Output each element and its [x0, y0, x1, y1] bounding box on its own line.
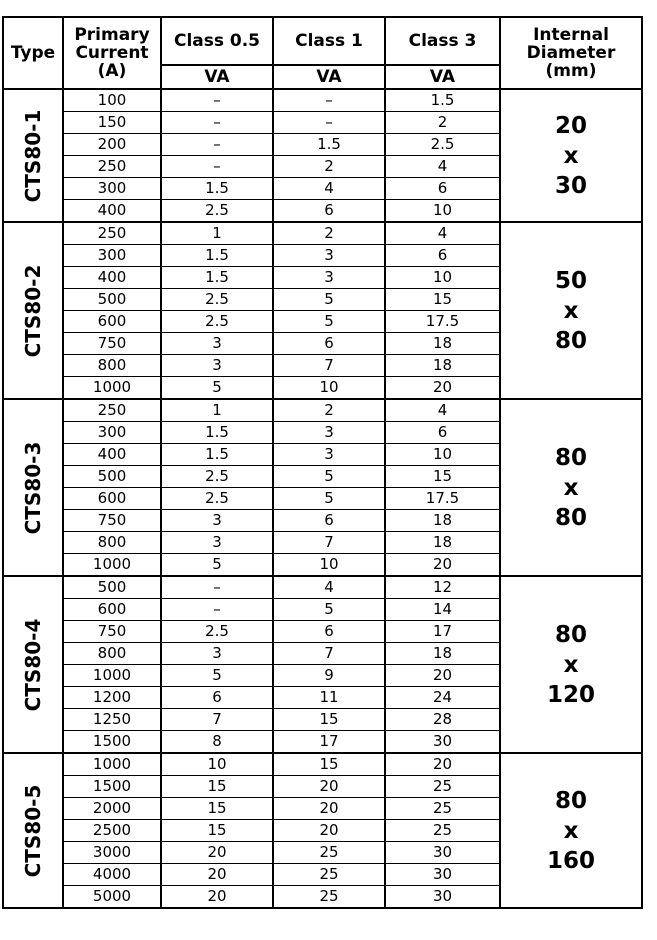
diameter-part: x [563, 474, 579, 501]
primary-current-cell: 1000 [63, 554, 161, 577]
header-primary-line3: (A) [97, 61, 127, 81]
class-1-va-cell: 25 [273, 886, 385, 909]
type-cell [3, 576, 63, 753]
primary-current-cell: 600 [63, 488, 161, 510]
header-internal-diameter [500, 17, 642, 89]
diameter-part: 80 [554, 787, 587, 814]
diameter-part: 50 [554, 267, 587, 294]
class-3-va-cell: 14 [385, 599, 500, 621]
class-1-va-cell: 6 [273, 621, 385, 643]
class-0-5-va-cell: 1.5 [161, 422, 273, 444]
class-1-va-cell: 17 [273, 731, 385, 754]
class-0-5-va-cell: 3 [161, 355, 273, 377]
class-0-5-va-cell: 3 [161, 532, 273, 554]
table-row [3, 576, 642, 599]
class-1-va-cell: 2 [273, 222, 385, 245]
table-body [3, 89, 642, 908]
primary-current-cell: 300 [63, 178, 161, 200]
diameter-part: 80 [554, 621, 587, 648]
diameter-part: 80 [554, 327, 587, 354]
primary-current-cell: 400 [63, 267, 161, 289]
class-1-va-cell: 4 [273, 178, 385, 200]
primary-current-cell: 250 [63, 156, 161, 178]
primary-current-cell: 150 [63, 112, 161, 134]
class-1-va-cell: 15 [273, 709, 385, 731]
class-3-va-cell: 18 [385, 355, 500, 377]
class-1-va-cell: 2 [273, 399, 385, 422]
class-0-5-va-cell: 1 [161, 222, 273, 245]
class-1-va-cell: 7 [273, 355, 385, 377]
class-0-5-va-cell: 3 [161, 333, 273, 355]
class-3-va-cell: 6 [385, 245, 500, 267]
class-1-va-cell: 3 [273, 422, 385, 444]
header-va-class-1: VA [273, 65, 385, 89]
class-0-5-va-cell: 15 [161, 820, 273, 842]
type-cell [3, 753, 63, 908]
primary-current-cell: 2000 [63, 798, 161, 820]
header-diameter-line3: (mm) [545, 61, 597, 81]
header-va-class-3: VA [385, 65, 500, 89]
table-row [3, 399, 642, 422]
class-1-va-cell: 5 [273, 488, 385, 510]
class-3-va-cell: 4 [385, 156, 500, 178]
primary-current-cell: 300 [63, 245, 161, 267]
class-0-5-va-cell: 3 [161, 643, 273, 665]
class-1-va-cell: 2 [273, 156, 385, 178]
class-3-va-cell: 15 [385, 289, 500, 311]
class-0-5-va-cell: 2.5 [161, 488, 273, 510]
type-cell [3, 222, 63, 399]
diameter-part: 30 [554, 172, 587, 199]
table-row [3, 89, 642, 112]
class-3-va-cell: 20 [385, 554, 500, 577]
diameter-part: 20 [554, 112, 587, 139]
class-1-va-cell: 4 [273, 576, 385, 599]
class-1-va-cell: 7 [273, 643, 385, 665]
class-0-5-va-cell: – [161, 134, 273, 156]
class-3-va-cell: 15 [385, 466, 500, 488]
class-0-5-va-cell: 3 [161, 510, 273, 532]
class-1-va-cell: 20 [273, 776, 385, 798]
class-3-va-cell: 30 [385, 886, 500, 909]
class-3-va-cell: 2 [385, 112, 500, 134]
header-class-0-5: Class 0.5 [161, 17, 273, 65]
class-0-5-va-cell: – [161, 599, 273, 621]
primary-current-cell: 600 [63, 311, 161, 333]
class-3-va-cell: 4 [385, 222, 500, 245]
class-1-va-cell: 9 [273, 665, 385, 687]
class-3-va-cell: 6 [385, 178, 500, 200]
type-label: CTS80-1 [21, 109, 45, 202]
primary-current-cell: 600 [63, 599, 161, 621]
type-label: CTS80-2 [21, 264, 45, 357]
primary-current-cell: 500 [63, 466, 161, 488]
class-0-5-va-cell: 1.5 [161, 267, 273, 289]
class-1-va-cell: – [273, 112, 385, 134]
internal-diameter-cell [500, 399, 642, 576]
class-3-va-cell: 17.5 [385, 311, 500, 333]
primary-current-cell: 1000 [63, 753, 161, 776]
class-3-va-cell: 4 [385, 399, 500, 422]
internal-diameter-cell [500, 753, 642, 908]
primary-current-cell: 800 [63, 355, 161, 377]
primary-current-cell: 400 [63, 444, 161, 466]
class-1-va-cell: 6 [273, 333, 385, 355]
class-3-va-cell: 10 [385, 267, 500, 289]
class-1-va-cell: 5 [273, 599, 385, 621]
class-3-va-cell: 25 [385, 798, 500, 820]
primary-current-cell: 2500 [63, 820, 161, 842]
type-label: CTS80-4 [21, 618, 45, 711]
class-1-va-cell: 5 [273, 311, 385, 333]
diameter-part: 120 [546, 681, 595, 708]
class-1-va-cell: 3 [273, 444, 385, 466]
primary-current-cell: 500 [63, 289, 161, 311]
class-0-5-va-cell: – [161, 156, 273, 178]
class-3-va-cell: 6 [385, 422, 500, 444]
class-0-5-va-cell: 2.5 [161, 466, 273, 488]
class-1-va-cell: 11 [273, 687, 385, 709]
primary-current-cell: 1000 [63, 665, 161, 687]
internal-diameter-cell [500, 222, 642, 399]
header-type: Type [3, 17, 63, 89]
internal-diameter-cell [500, 89, 642, 222]
header-diameter-line1: Internal [533, 25, 609, 45]
class-0-5-va-cell: 15 [161, 776, 273, 798]
header-class-1: Class 1 [273, 17, 385, 65]
class-1-va-cell: 10 [273, 377, 385, 400]
type-cell [3, 399, 63, 576]
class-0-5-va-cell: 8 [161, 731, 273, 754]
ct-spec-table [2, 16, 643, 909]
primary-current-cell: 4000 [63, 864, 161, 886]
class-1-va-cell: 15 [273, 753, 385, 776]
diameter-part: x [563, 817, 579, 844]
class-3-va-cell: 30 [385, 731, 500, 754]
primary-current-cell: 750 [63, 621, 161, 643]
primary-current-cell: 250 [63, 399, 161, 422]
class-1-va-cell: – [273, 89, 385, 112]
class-0-5-va-cell: 20 [161, 864, 273, 886]
header-class-3: Class 3 [385, 17, 500, 65]
class-1-va-cell: 5 [273, 466, 385, 488]
class-3-va-cell: 25 [385, 820, 500, 842]
class-3-va-cell: 12 [385, 576, 500, 599]
primary-current-cell: 750 [63, 510, 161, 532]
header-primary-current [63, 17, 161, 89]
primary-current-cell: 1250 [63, 709, 161, 731]
diameter-part: x [563, 651, 579, 678]
primary-current-cell: 1500 [63, 731, 161, 754]
class-3-va-cell: 17 [385, 621, 500, 643]
diameter-part: 80 [554, 444, 587, 471]
class-0-5-va-cell: 6 [161, 687, 273, 709]
class-3-va-cell: 20 [385, 753, 500, 776]
primary-current-cell: 1000 [63, 377, 161, 400]
class-0-5-va-cell: 2.5 [161, 621, 273, 643]
primary-current-cell: 300 [63, 422, 161, 444]
class-3-va-cell: 25 [385, 776, 500, 798]
class-1-va-cell: 25 [273, 864, 385, 886]
primary-current-cell: 800 [63, 532, 161, 554]
class-3-va-cell: 28 [385, 709, 500, 731]
table-row [3, 753, 642, 776]
primary-current-cell: 3000 [63, 842, 161, 864]
primary-current-cell: 100 [63, 89, 161, 112]
class-0-5-va-cell: – [161, 576, 273, 599]
class-0-5-va-cell: 20 [161, 842, 273, 864]
diameter-part: 80 [554, 504, 587, 531]
primary-current-cell: 400 [63, 200, 161, 223]
class-3-va-cell: 18 [385, 532, 500, 554]
class-1-va-cell: 20 [273, 798, 385, 820]
table-row [3, 222, 642, 245]
primary-current-cell: 200 [63, 134, 161, 156]
class-0-5-va-cell: – [161, 112, 273, 134]
class-3-va-cell: 30 [385, 842, 500, 864]
class-3-va-cell: 2.5 [385, 134, 500, 156]
primary-current-cell: 250 [63, 222, 161, 245]
primary-current-cell: 1500 [63, 776, 161, 798]
class-3-va-cell: 18 [385, 333, 500, 355]
class-3-va-cell: 10 [385, 200, 500, 223]
diameter-part: x [563, 142, 579, 169]
class-1-va-cell: 3 [273, 245, 385, 267]
class-1-va-cell: 3 [273, 267, 385, 289]
class-0-5-va-cell: 10 [161, 753, 273, 776]
class-3-va-cell: 24 [385, 687, 500, 709]
class-3-va-cell: 10 [385, 444, 500, 466]
class-1-va-cell: 5 [273, 289, 385, 311]
class-0-5-va-cell: 15 [161, 798, 273, 820]
spec-table-container [2, 16, 643, 909]
class-1-va-cell: 25 [273, 842, 385, 864]
class-0-5-va-cell: 5 [161, 377, 273, 400]
class-0-5-va-cell: 1 [161, 399, 273, 422]
primary-current-cell: 800 [63, 643, 161, 665]
header-diameter-line2: Diameter [526, 43, 616, 63]
class-0-5-va-cell: 1.5 [161, 444, 273, 466]
primary-current-cell: 500 [63, 576, 161, 599]
class-3-va-cell: 30 [385, 864, 500, 886]
class-1-va-cell: 10 [273, 554, 385, 577]
internal-diameter-cell [500, 576, 642, 753]
class-3-va-cell: 17.5 [385, 488, 500, 510]
class-0-5-va-cell: 2.5 [161, 311, 273, 333]
type-label: CTS80-5 [21, 784, 45, 877]
class-1-va-cell: 1.5 [273, 134, 385, 156]
diameter-part: 160 [546, 847, 595, 874]
class-3-va-cell: 20 [385, 665, 500, 687]
class-0-5-va-cell: 5 [161, 665, 273, 687]
class-0-5-va-cell: 7 [161, 709, 273, 731]
header-primary-line2: Current [75, 43, 149, 63]
diameter-part: x [563, 297, 579, 324]
type-label: CTS80-3 [21, 441, 45, 534]
class-0-5-va-cell: – [161, 89, 273, 112]
class-0-5-va-cell: 2.5 [161, 289, 273, 311]
class-0-5-va-cell: 1.5 [161, 245, 273, 267]
class-0-5-va-cell: 20 [161, 886, 273, 909]
primary-current-cell: 5000 [63, 886, 161, 909]
class-1-va-cell: 6 [273, 510, 385, 532]
class-1-va-cell: 6 [273, 200, 385, 223]
class-0-5-va-cell: 5 [161, 554, 273, 577]
class-3-va-cell: 20 [385, 377, 500, 400]
type-cell [3, 89, 63, 222]
header-primary-line1: Primary [74, 25, 150, 45]
class-0-5-va-cell: 2.5 [161, 200, 273, 223]
header-va-class-0-5: VA [161, 65, 273, 89]
class-1-va-cell: 7 [273, 532, 385, 554]
class-3-va-cell: 18 [385, 643, 500, 665]
primary-current-cell: 750 [63, 333, 161, 355]
primary-current-cell: 1200 [63, 687, 161, 709]
class-3-va-cell: 18 [385, 510, 500, 532]
class-1-va-cell: 20 [273, 820, 385, 842]
class-0-5-va-cell: 1.5 [161, 178, 273, 200]
class-3-va-cell: 1.5 [385, 89, 500, 112]
